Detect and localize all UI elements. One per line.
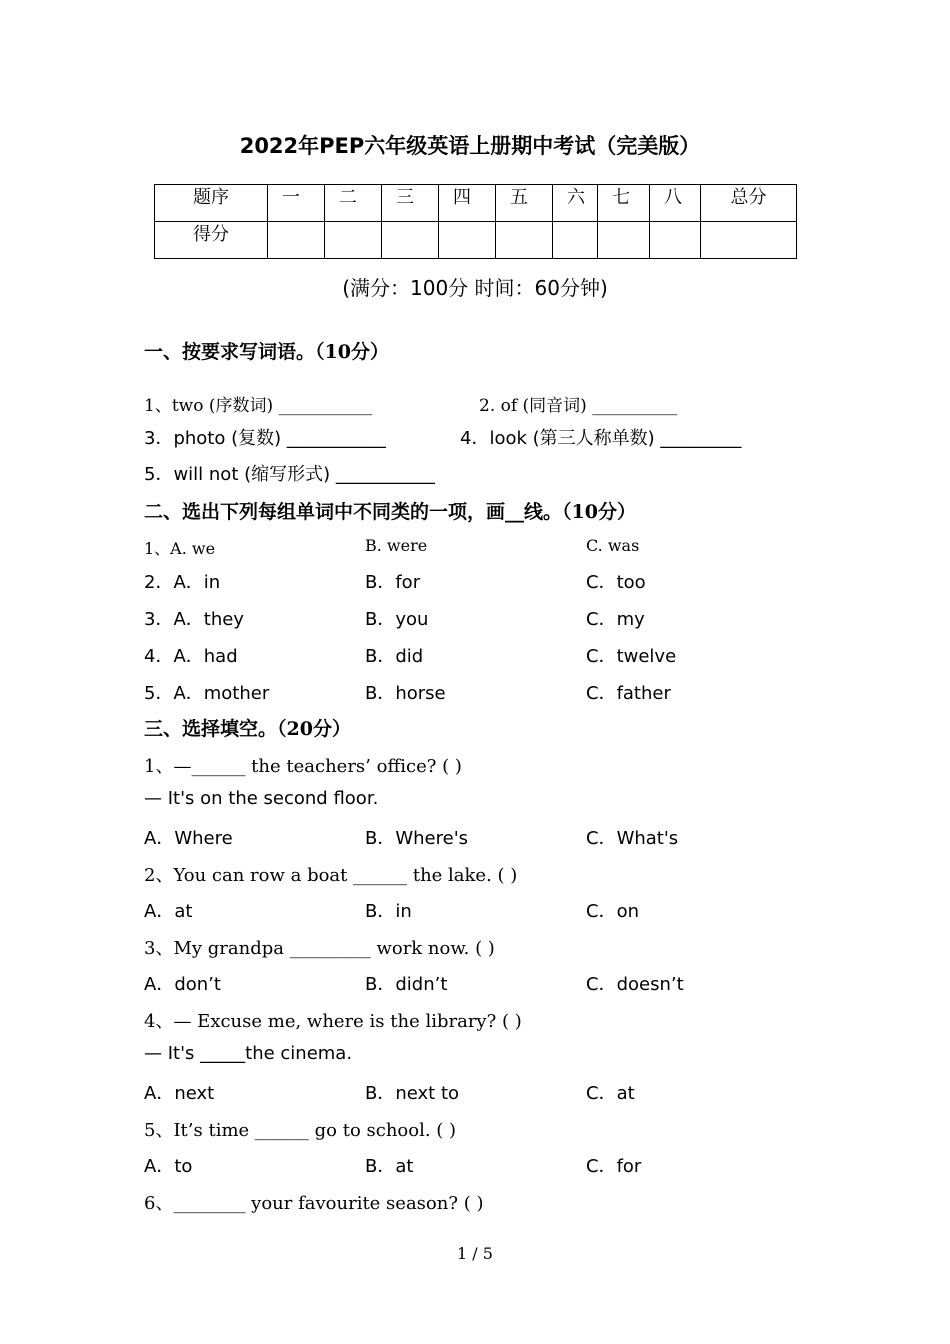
- header-cell: 题序: [155, 185, 268, 222]
- s3-q2-option-a: A．at: [144, 901, 193, 922]
- s2-row-2-a: 2．A．in: [144, 572, 221, 593]
- score-cell[interactable]: [439, 222, 496, 259]
- header-cell: 二: [325, 185, 382, 222]
- header-cell: 六: [553, 185, 598, 222]
- s3-question-1: 1、—______ the teachers’ office? ( ): [144, 756, 462, 777]
- s1-question-5: 5．will not (缩写形式) ___________: [144, 464, 435, 485]
- s2-row-5-b: B．horse: [365, 683, 446, 704]
- s3-q3-option-c: C．doesn’t: [586, 974, 684, 995]
- s3-q2-option-c: C．on: [586, 901, 639, 922]
- s2-row-2-c: C．too: [586, 572, 646, 593]
- row-label: 得分: [155, 222, 268, 259]
- s1-question-2: 2. of (同音词) __________: [479, 396, 678, 416]
- exam-info: (满分：100分 时间：60分钟): [342, 276, 608, 300]
- s2-row-1-c: C. was: [586, 536, 640, 555]
- s3-q5-option-b: B．at: [365, 1156, 414, 1177]
- s2-row-3-c: C．my: [586, 609, 645, 630]
- s3-q1-option-a: A．Where: [144, 828, 233, 849]
- page-title: 2022年PEP六年级英语上册期中考试（完美版）: [239, 134, 701, 158]
- s2-row-4-c: C．twelve: [586, 646, 677, 667]
- section-2-title: 二、选出下列每组单词中不同类的一项，画__线。（10分）: [144, 501, 636, 523]
- s3-question-6: 6、________ your favourite season? ( ): [144, 1193, 484, 1214]
- score-cell[interactable]: [268, 222, 325, 259]
- s3-question-4-reply: — It's _____the cinema.: [144, 1043, 353, 1064]
- s2-row-3-b: B．you: [365, 609, 429, 630]
- score-table-header-row: [155, 185, 797, 222]
- s2-row-5-c: C．father: [586, 683, 671, 704]
- s3-question-2: 2、You can row a boat ______ the lake. ( ): [144, 865, 518, 886]
- score-cell[interactable]: [598, 222, 650, 259]
- s1-question-1: 1、two (序数词) ___________: [144, 396, 373, 416]
- s2-row-3-a: 3．A．they: [144, 609, 244, 630]
- header-cell: 五: [496, 185, 553, 222]
- header-cell: 七: [598, 185, 650, 222]
- page-number: 1 / 5: [457, 1244, 493, 1263]
- s3-question-5: 5、It’s time ______ go to school. ( ): [144, 1120, 457, 1141]
- s3-q4-option-a: A．next: [144, 1083, 215, 1104]
- s2-row-1-b: B. were: [365, 536, 428, 555]
- s3-question-4: 4、— Excuse me, where is the library? ( ): [144, 1011, 522, 1032]
- s3-q5-option-a: A．to: [144, 1156, 193, 1177]
- s1-question-3: 3．photo (复数) ___________: [144, 428, 386, 449]
- header-cell: 三: [382, 185, 439, 222]
- score-table: [154, 184, 797, 259]
- section-3-title: 三、选择填空。（20分）: [144, 718, 351, 740]
- score-cell[interactable]: [382, 222, 439, 259]
- header-cell: 四: [439, 185, 496, 222]
- s1-question-4: 4．look (第三人称单数) _________: [460, 428, 742, 449]
- s3-question-1-reply: — It's on the second floor.: [144, 788, 379, 809]
- s3-q3-option-b: B．didn’t: [365, 974, 448, 995]
- score-table-score-row: [155, 222, 797, 259]
- header-cell: 总分: [701, 185, 797, 222]
- score-cell[interactable]: [701, 222, 797, 259]
- s2-row-4-b: B．did: [365, 646, 424, 667]
- s2-row-5-a: 5．A．mother: [144, 683, 270, 704]
- s3-q1-option-b: B．Where's: [365, 828, 469, 849]
- s2-row-1-a: 1、A. we: [144, 539, 216, 558]
- s3-q4-option-c: C．at: [586, 1083, 635, 1104]
- score-cell[interactable]: [325, 222, 382, 259]
- score-cell[interactable]: [496, 222, 553, 259]
- header-cell: 一: [268, 185, 325, 222]
- s2-row-4-a: 4．A．had: [144, 646, 238, 667]
- s3-q1-option-c: C．What's: [586, 828, 679, 849]
- score-cell[interactable]: [650, 222, 701, 259]
- score-cell[interactable]: [553, 222, 598, 259]
- s2-row-2-b: B．for: [365, 572, 421, 593]
- s3-q3-option-a: A．don’t: [144, 974, 221, 995]
- header-cell: 八: [650, 185, 701, 222]
- s3-q2-option-b: B．in: [365, 901, 412, 922]
- s3-question-3: 3、My grandpa _________ work now. ( ): [144, 938, 495, 959]
- section-1-title: 一、按要求写词语。（10分）: [144, 341, 389, 363]
- s3-q5-option-c: C．for: [586, 1156, 642, 1177]
- s3-q4-option-b: B．next to: [365, 1083, 460, 1104]
